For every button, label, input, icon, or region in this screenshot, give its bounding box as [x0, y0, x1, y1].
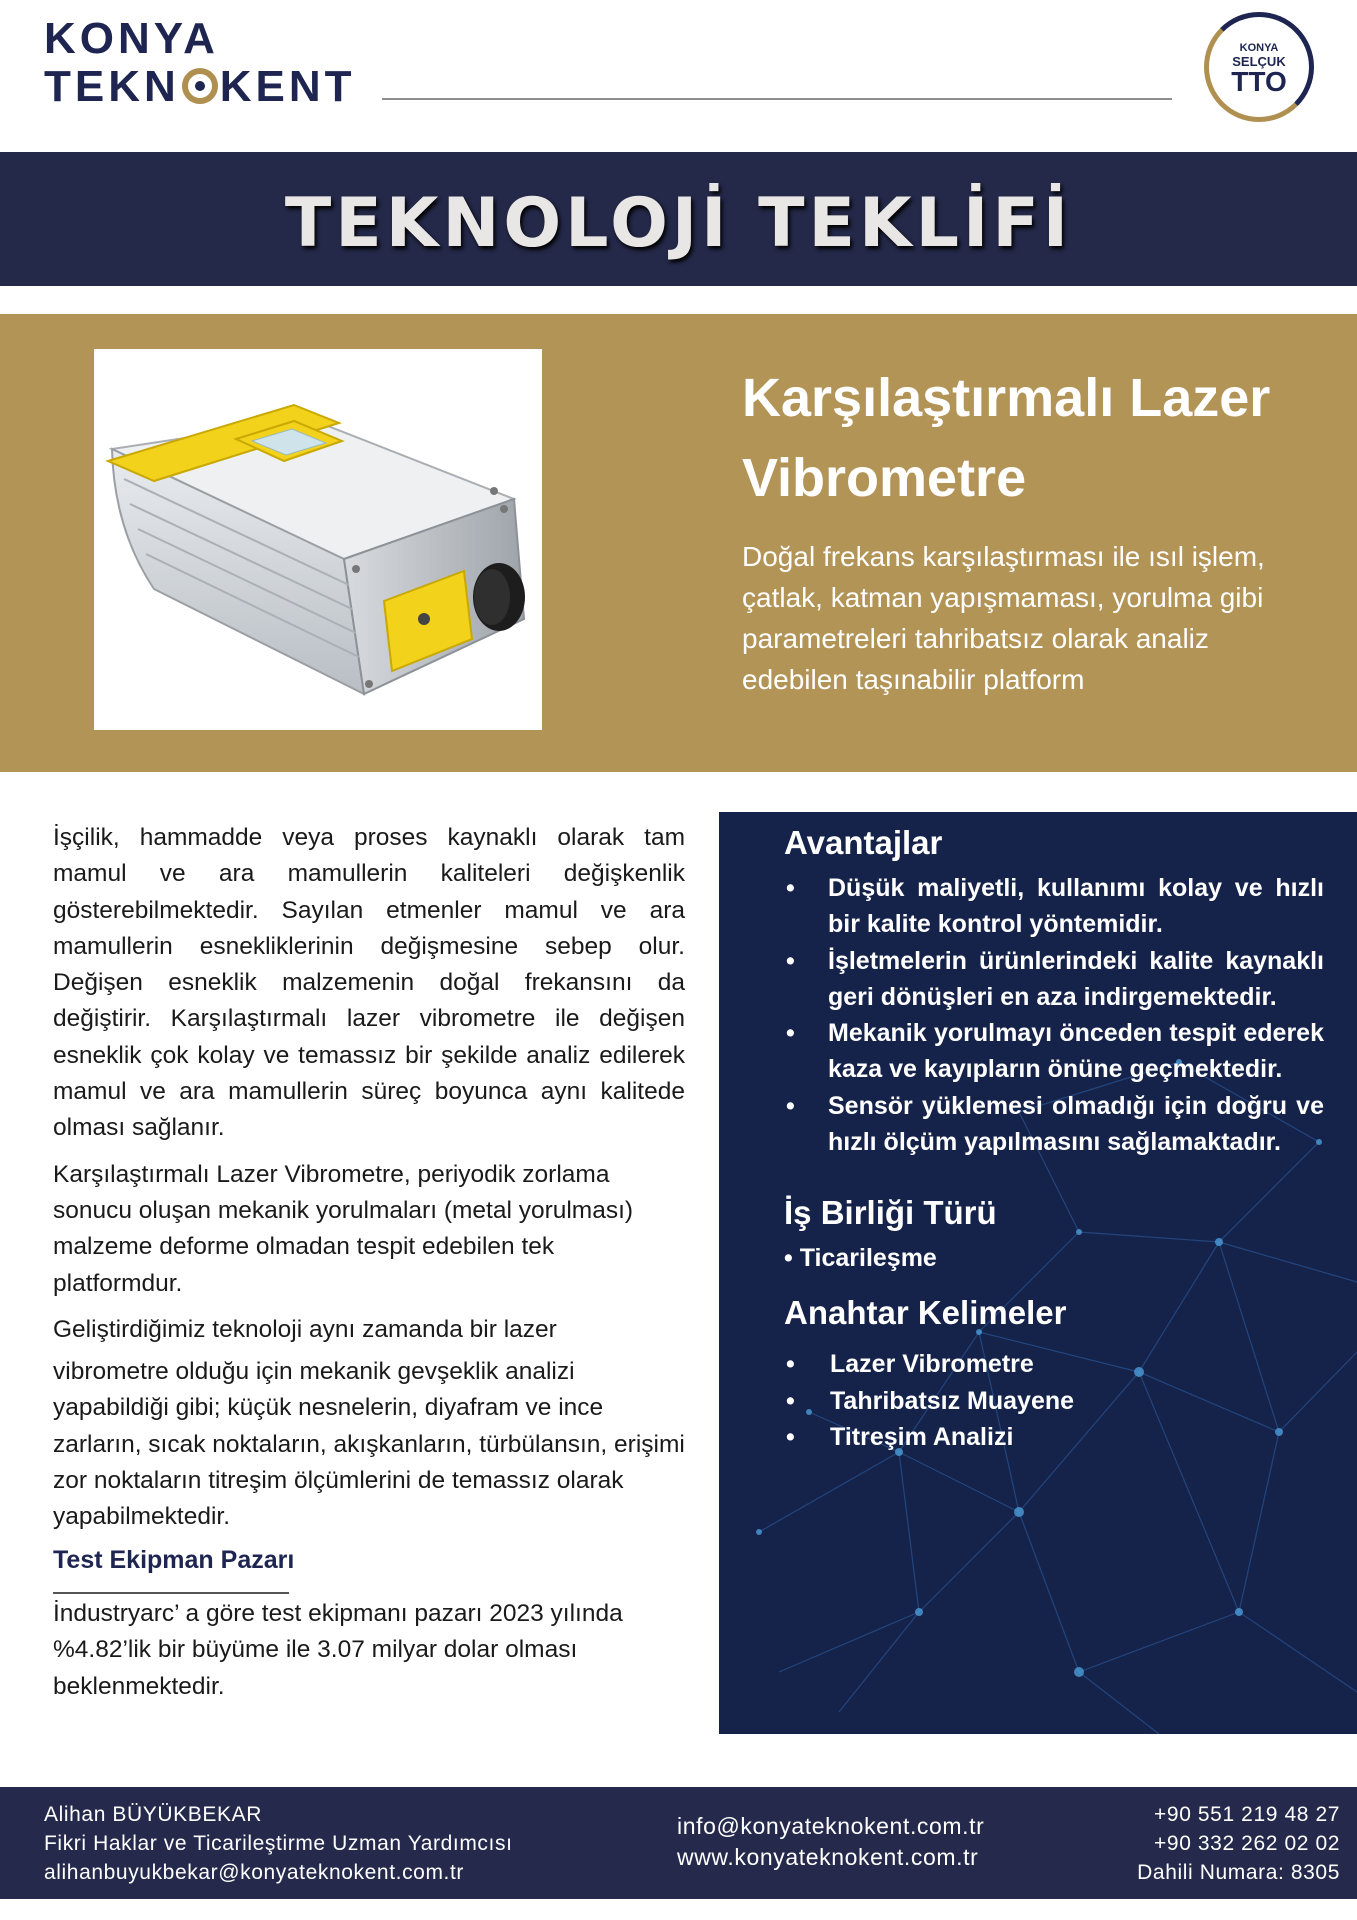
list-item: • Düşük maliyetli, kullanımı kolay ve hızlı bir kalite kontrol yöntemidir.	[784, 870, 1324, 943]
phone-2: +90 332 262 02 02	[1154, 1832, 1340, 1855]
product-image	[94, 349, 542, 730]
phone-extension: Dahili Numara: 8305	[1137, 1861, 1340, 1884]
body-paragraph-3-line1: Geliştirdiğimiz teknoloji aynı zamanda bir lazer	[53, 1315, 557, 1343]
contact-general	[677, 1811, 984, 1873]
contact-name: Alihan BÜYÜKBEKAR	[44, 1803, 262, 1826]
phone-1: +90 551 219 48 27	[1154, 1803, 1340, 1826]
market-text: İndustryarc’ a göre test ekipmanı pazarı 2023 yılında %4.82’lik bir büyüme ile 3.07 milyar dolar olması beklenmektedir.	[53, 1599, 623, 1700]
advantages-list	[784, 870, 1324, 1160]
laser-vibrometer-device-illustration	[94, 349, 542, 730]
konya-teknokent-logo	[44, 14, 364, 124]
info-panel	[719, 812, 1357, 1734]
list-item: • Sensör yüklemesi olmadığı için doğru ve hızlı ölçüm yapılmasını sağlamaktadır.	[784, 1088, 1324, 1161]
market-heading-underline	[53, 1592, 289, 1594]
product-title-line2: Vibrometre	[742, 448, 1027, 508]
header-divider	[382, 98, 1172, 100]
contact-person	[44, 1800, 513, 1887]
list-item: • Mekanik yorulmayı önceden tespit ederek kaza ve kayıpların önüne geçmektedir.	[784, 1015, 1324, 1088]
list-item: • Tahribatsız Muayene	[784, 1383, 1324, 1419]
website-link[interactable]: www.konyateknokent.com.tr	[677, 1844, 979, 1870]
product-description: Doğal frekans karşılaştırması ile ısıl işlem, çatlak, katman yapışmaması, yorulma gibi parametreleri tahribatsız olarak analiz edebilen taşınabilir platform	[742, 541, 1265, 695]
tto-text-selcuk: SELÇUK	[1232, 54, 1286, 69]
list-item: • Titreşim Analizi	[784, 1419, 1324, 1455]
panel-content	[784, 820, 1324, 1455]
tto-text-konya: KONYA	[1239, 42, 1279, 54]
tto-text-tto: TTO	[1231, 66, 1287, 97]
body-paragraph-2: Karşılaştırmalı Lazer Vibrometre, periyodik zorlama sonucu oluşan mekanik yorulmaları (metal yorulması) malzeme deforme olmadan tespit edebilen tek platformdur.	[53, 1160, 634, 1297]
advantages-heading: Avantajlar	[784, 824, 943, 861]
info-email-link[interactable]: info@konyateknokent.com.tr	[677, 1813, 985, 1839]
keywords-heading: Anahtar Kelimeler	[784, 1294, 1067, 1332]
product-title-line1: Karşılaştırmalı Lazer	[742, 368, 1271, 428]
market-heading: Test Ekipman Pazarı	[53, 1545, 295, 1574]
selcuk-tto-logo	[1198, 6, 1326, 130]
logo-text-tekn: TEKN	[44, 62, 180, 111]
contact-phones	[1110, 1800, 1340, 1887]
contact-role: Fikri Haklar ve Ticarileştirme Uzman Yardımcısı	[44, 1832, 513, 1855]
list-item: • Lazer Vibrometre	[784, 1346, 1324, 1382]
cooperation-item: • Ticarileşme	[784, 1244, 937, 1273]
contact-footer	[0, 1787, 1357, 1899]
logo-circuit-o-icon	[182, 68, 218, 104]
product-title	[742, 358, 1322, 518]
body-text-column	[53, 820, 685, 1705]
body-paragraph-3: vibrometre olduğu için mekanik gevşeklik analizi yapabildiği gibi; küçük nesnelerin, diyafram ve ince zarların, sıcak noktaların, akışkanların, türbülansın, erişimi zor noktaların titreşim ölçümlerini de temassız olarak yapabilmektedir.	[53, 1358, 685, 1531]
keywords-list	[784, 1346, 1324, 1455]
list-item: • İşletmelerin ürünlerindeki kalite kaynaklı geri dönüşleri en aza indirgemektedir.	[784, 943, 1324, 1016]
page-title: TEKNOLOJİ TEKLİFİ	[284, 184, 1073, 263]
contact-email-link[interactable]: alihanbuyukbekar@konyateknokent.com.tr	[44, 1861, 465, 1884]
logo-text-teknokent	[44, 62, 356, 112]
body-paragraph-1: İşçilik, hammadde veya proses kaynaklı olarak tam mamul ve ara mamullerin kaliteleri değişkenlik gösterebilmektedir. Sayılan etmenler mamul ve ara mamullerin esnekliklerinin değişmesine sebep olur. Değişen esneklik malzemenin doğal frekansını da değiştirir. Karşılaştırmalı lazer vibrometre ile değişen esneklik çok kolay ve temassız bir şekilde analiz edilerek mamul ve ara mamullerin süreç boyunca aynı kalitede olması sağlanır.	[53, 824, 685, 1142]
logo-text-kent: KENT	[219, 62, 356, 111]
logo-text-konya: KONYA	[44, 14, 219, 63]
cooperation-heading: İş Birliği Türü	[784, 1194, 997, 1232]
title-banner	[0, 152, 1357, 286]
